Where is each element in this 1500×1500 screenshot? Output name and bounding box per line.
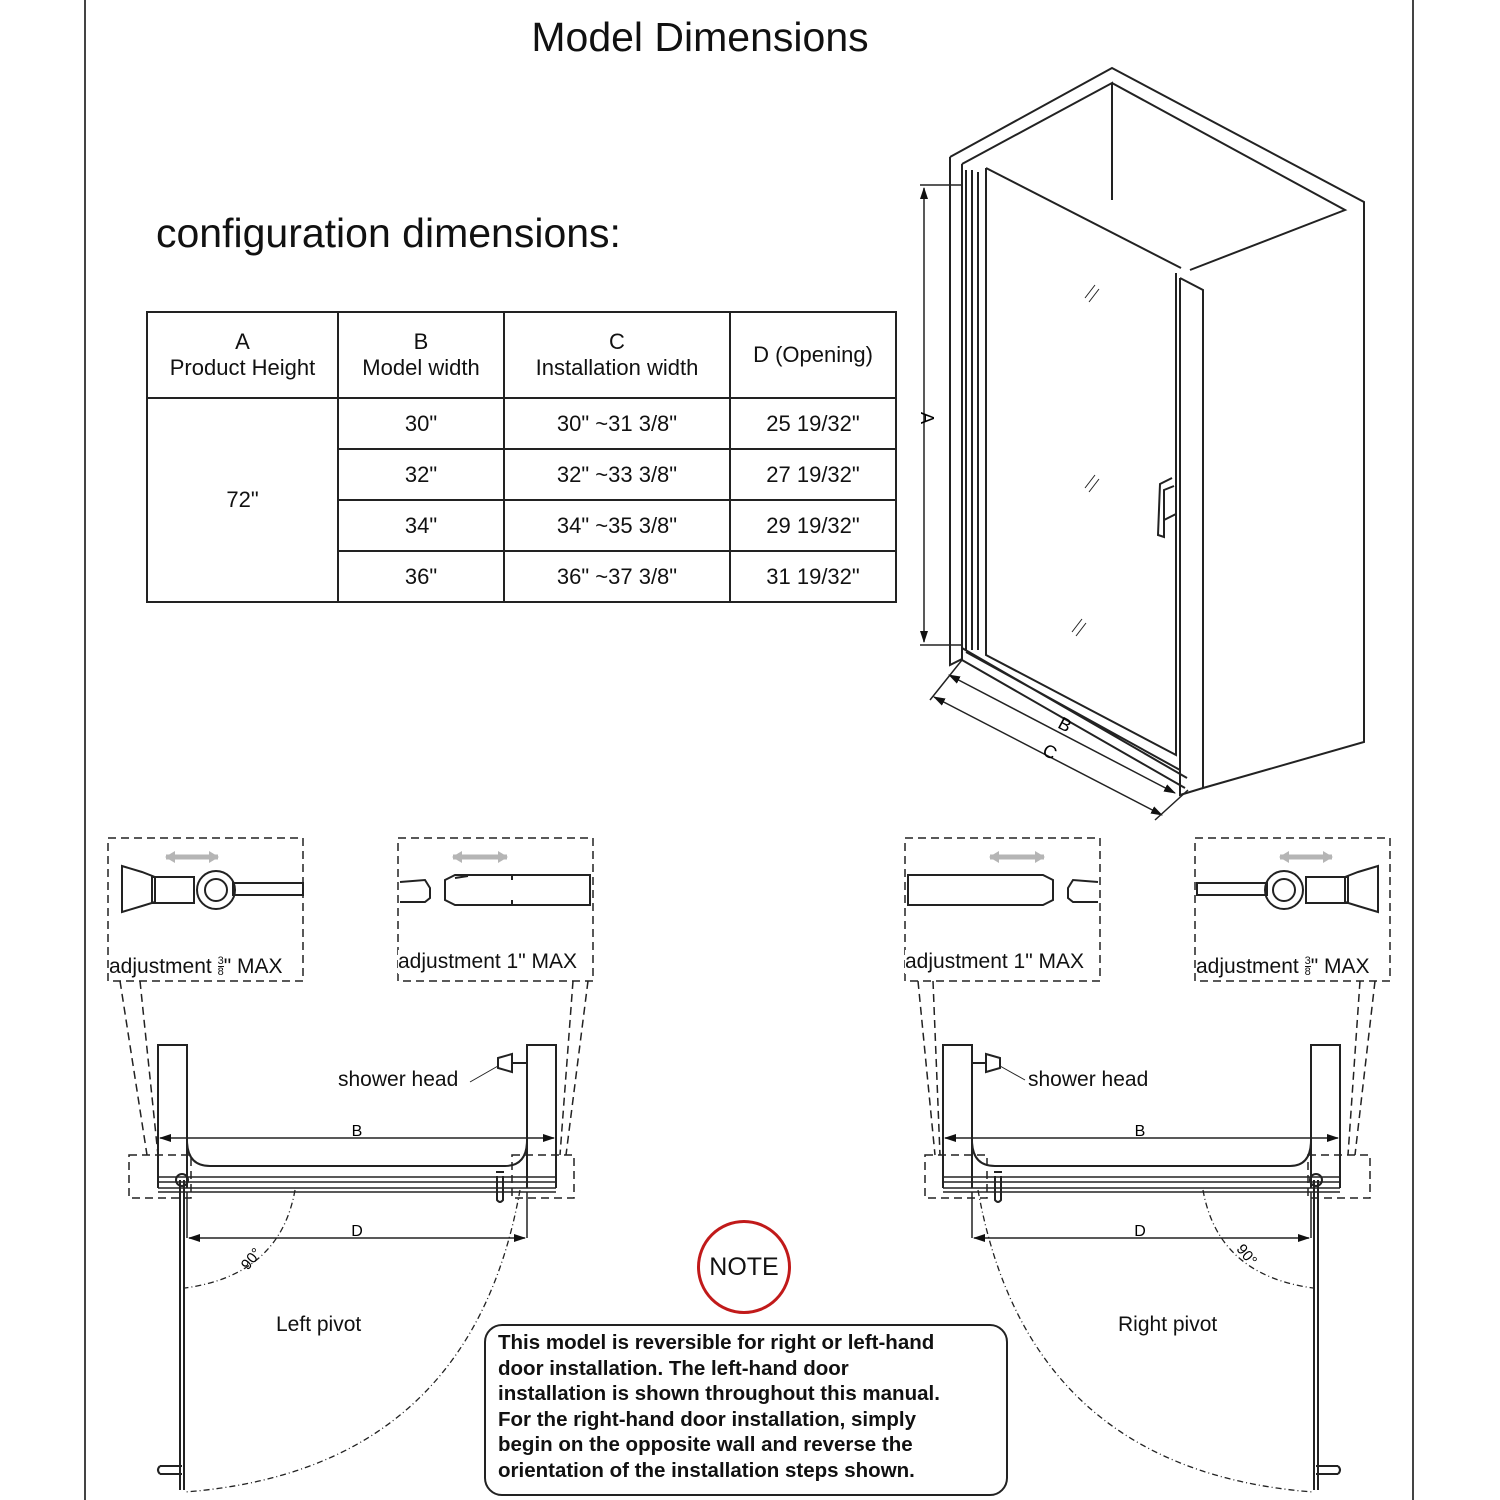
note-line: installation is shown throughout this manual.: [498, 1382, 940, 1405]
shower-head-right: [972, 1054, 1000, 1072]
plan-left-angle-label: 90°: [237, 1244, 266, 1274]
note-line: begin on the opposite wall and reverse the: [498, 1433, 913, 1456]
shower-head-label-right: shower head: [1028, 1068, 1149, 1091]
note-line: For the right-hand door installation, simply: [498, 1407, 916, 1431]
handle-open-left: [158, 1466, 182, 1474]
note-line: This model is reversible for right or left-hand: [498, 1331, 935, 1354]
fraction-numerator: 3: [1304, 955, 1311, 967]
adjust-caption-left-pivot: [109, 955, 282, 979]
open-door-left: [180, 1180, 184, 1490]
right-wall-front: [1180, 278, 1203, 795]
adjust-prefix: adjustment: [109, 955, 218, 978]
adjust-caption-left-strike: adjustment 1" MAX: [398, 950, 578, 973]
adjust-suffix: " MAX: [223, 955, 283, 978]
model-width-cell: 36": [338, 551, 504, 602]
header-label: Model width: [362, 355, 480, 380]
left-wall-stub: [158, 1045, 187, 1188]
plan-right-angle-label: 90°: [1232, 1240, 1261, 1270]
note-badge-text: NOTE: [709, 1252, 779, 1281]
header-label: D (Opening): [753, 342, 873, 367]
shower-head-leader-right: [1000, 1066, 1025, 1080]
note-line: door installation. The left-hand door: [498, 1356, 849, 1380]
adjust-suffix: " MAX: [1310, 955, 1370, 978]
dim-a-label: A: [917, 411, 937, 425]
right-pivot-caption: Right pivot: [1118, 1313, 1218, 1336]
swing-arc-90-right: [1203, 1190, 1313, 1288]
shower-base-curve: [187, 1140, 527, 1166]
header-letter: A: [235, 329, 250, 354]
plan-left-b-label: B: [351, 1123, 363, 1140]
right-wall-stub: [1311, 1045, 1340, 1188]
header-label: Installation width: [535, 355, 699, 380]
model-width-cell: 30": [338, 398, 504, 449]
plan-right-d-label: D: [1134, 1223, 1146, 1240]
glass-hatch-marks: [1072, 285, 1099, 636]
opening-cell: 29 19/32": [730, 500, 896, 551]
installation-width-cell: 30" ~31 3/8": [504, 398, 730, 449]
door-frame-left: [966, 170, 978, 650]
back-wall-outline: [950, 68, 1364, 788]
pivot-hinge-detail-right: [1197, 866, 1378, 912]
door-handle: [1158, 478, 1176, 537]
plan-right-b-label: B: [1134, 1123, 1146, 1140]
open-door-right: [1314, 1180, 1318, 1490]
installation-width-cell: 36" ~37 3/8": [504, 551, 730, 602]
opening-cell: 27 19/32": [730, 449, 896, 500]
door-top-rail: [986, 168, 1181, 268]
shower-head-leader-left: [470, 1066, 498, 1082]
left-wall: [950, 157, 962, 665]
strike-detail-right: [908, 875, 1098, 905]
header-label: Product Height: [169, 355, 316, 380]
back-wall-inner: [962, 83, 1345, 270]
note-line: orientation of the installation steps shown.: [498, 1458, 915, 1482]
shower-head-left: [498, 1054, 527, 1072]
header-letter: C: [609, 329, 625, 354]
left-wall-stub: [943, 1045, 972, 1188]
isometric-shower-diagram: [920, 68, 1364, 820]
header-letter: B: [413, 329, 429, 354]
config-subtitle: configuration dimensions:: [156, 210, 621, 256]
opening-cell: 31 19/32": [730, 551, 896, 602]
pivot-hinge-detail-left: [122, 866, 303, 912]
adjust-caption-right-strike: adjustment 1" MAX: [905, 950, 1085, 973]
note-badge: [697, 1220, 791, 1314]
fraction-numerator: 3: [217, 955, 224, 967]
strike-detail-left: [400, 875, 590, 905]
dim-c-label: C: [1039, 739, 1061, 764]
shower-head-label-left: shower head: [338, 1068, 459, 1091]
adjust-caption-right-pivot: [1196, 955, 1369, 979]
door-glass: [986, 168, 1176, 755]
fraction-denominator: 8: [1304, 966, 1311, 978]
opening-cell: 25 19/32": [730, 398, 896, 449]
door-rails: [943, 1177, 1340, 1192]
shower-base-curve: [972, 1140, 1311, 1166]
dim-b-label: B: [1054, 713, 1075, 737]
fraction-denominator: 8: [217, 966, 224, 978]
page-title-text: Model Dimensions: [531, 14, 869, 60]
left-pivot-caption: Left pivot: [276, 1313, 362, 1336]
installation-width-cell: 32" ~33 3/8": [504, 449, 730, 500]
right-wall-stub: [527, 1045, 556, 1188]
model-width-cell: 32": [338, 449, 504, 500]
model-width-cell: 34": [338, 500, 504, 551]
plan-left-d-label: D: [351, 1223, 363, 1240]
product-height-cell: 72": [147, 398, 338, 602]
installation-width-cell: 34" ~35 3/8": [504, 500, 730, 551]
note-box: [484, 1324, 1008, 1496]
swing-arc-90-left: [185, 1190, 295, 1288]
adjust-prefix: adjustment: [1196, 955, 1305, 978]
handle-open-right: [1316, 1466, 1340, 1474]
